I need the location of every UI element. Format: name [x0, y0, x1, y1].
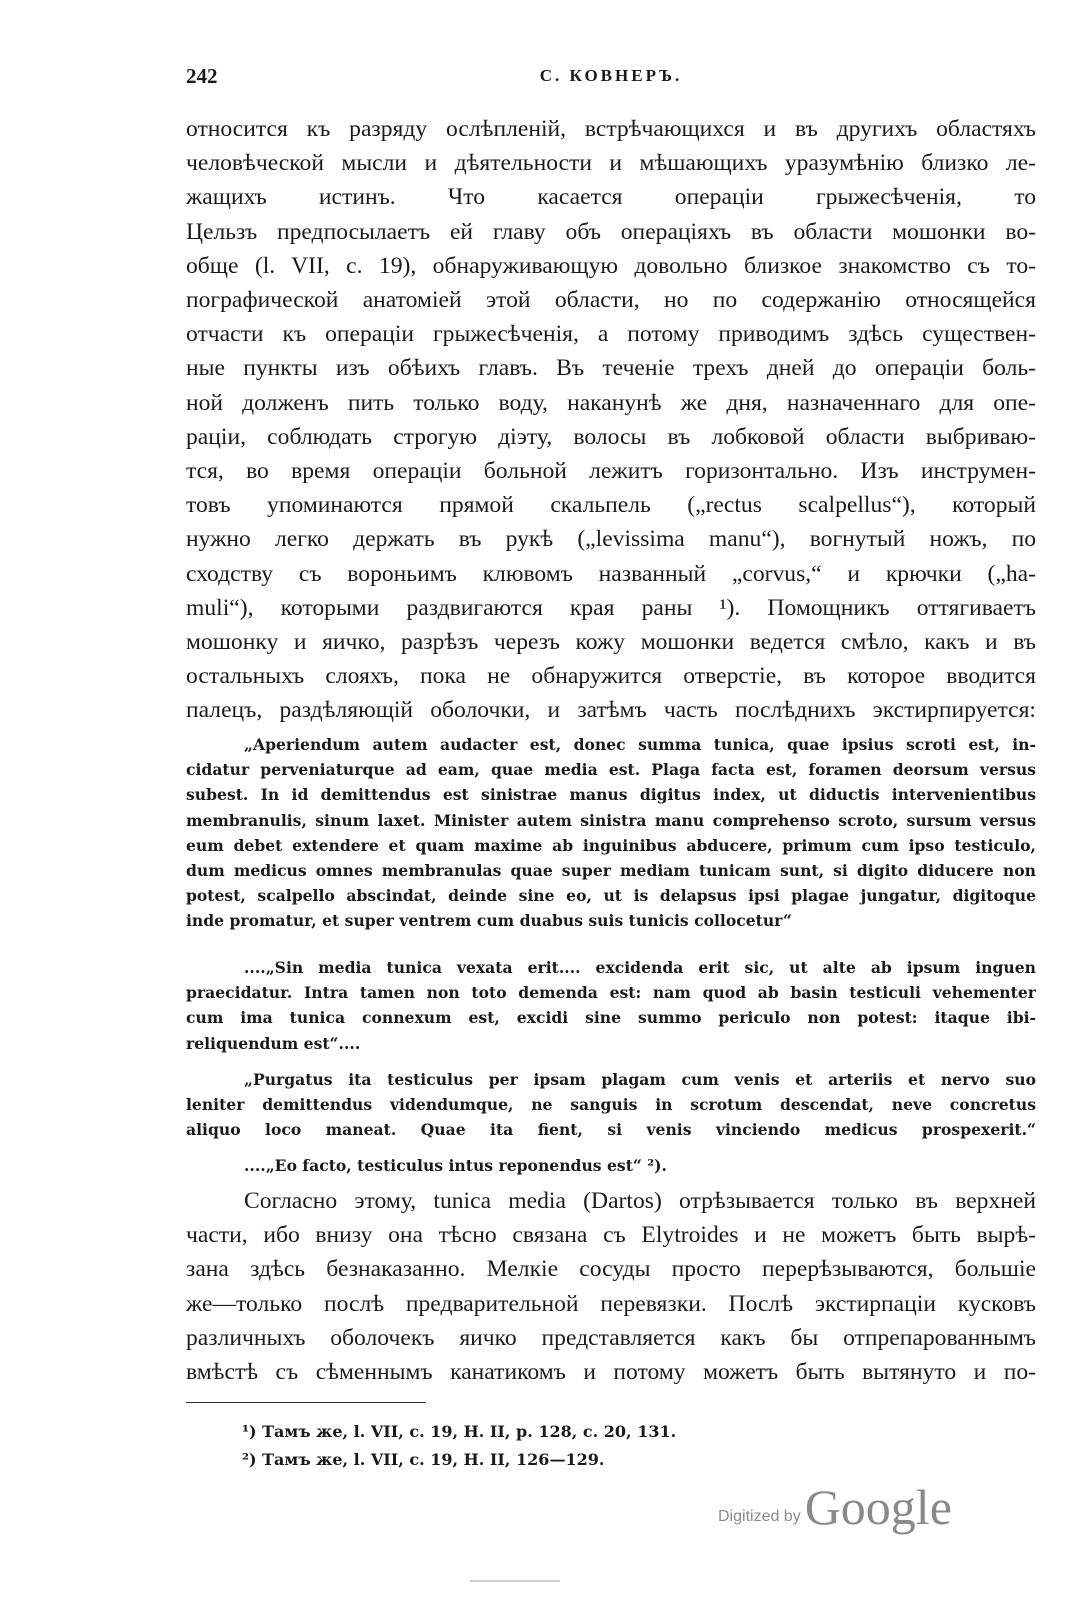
quote-line: dum medicus omnes membranulas quae super mediam tunicam sunt, si digito diducere non: [186, 861, 1036, 881]
quote-line: reliquendum est“....: [186, 1033, 361, 1053]
quote-line: „Purgatus ita testiculus per ipsam plagam cum venis et arteriis et nervo suo: [244, 1070, 1036, 1089]
page-header: [186, 64, 1036, 94]
latin-quote-2: [186, 955, 1036, 1056]
text-line: различныхъ оболочекъ яичко представляется какъ бы отпрепарованнымъ: [186, 1324, 1036, 1351]
scan-artifact: [470, 1580, 560, 1582]
text-line: Согласно этому, tunica media (Dartos) отрѣзывается только въ верхней: [244, 1188, 1036, 1214]
footnote-2: ²) Тамъ же, l. VII, c. 19, H. II, 126—129.: [242, 1450, 605, 1469]
text-line: нужно легко держать въ рукѣ („levissima manu“), вогнутый ножъ, по: [186, 526, 1036, 553]
text-line: остальныхъ слояхъ, пока не обнаружится отверстіе, въ которое вводится: [186, 663, 1036, 690]
text-line: жащихъ истинъ. Что касается операціи грыжесѣченія, то: [186, 184, 1036, 211]
running-head: С. КОВНЕРЪ.: [539, 66, 683, 85]
quote-line: praecidatur. Intra tamen non toto demenda est: nam quod ab basin testiculi vehementer: [186, 983, 1036, 1003]
watermark-prefix: Digitized by: [718, 1508, 801, 1525]
footnote-1: ¹) Тамъ же, l. VII, c. 19, H. II, p. 128, c. 20, 131.: [242, 1422, 677, 1441]
text-line: обще (l. VII, c. 19), обнаруживающую довольно близкое знакомство съ то-: [186, 252, 1036, 279]
quote-line: inde promatur, et super ventrem cum duabus suis tunicis collocetur“: [186, 911, 792, 931]
text-line: части, ибо внизу она тѣсно связана съ Elytroides и не можетъ быть вырѣ-: [186, 1222, 1036, 1249]
text-line: ной долженъ пить только воду, наканунѣ же дня, назначеннаго для опе-: [186, 389, 1036, 416]
text-line: сходству съ вороньимъ клювомъ названный „corvus,“ и крючки („ha-: [186, 560, 1036, 587]
quote-line: cidatur perveniaturque ad eam, quae media est. Plaga facta est, foramen deorsum versus: [186, 760, 1036, 780]
text-line: человѣческой мысли и дѣятельности и мѣшающихъ уразумѣнію близко ле-: [186, 150, 1036, 177]
quote-line: „Aperiendum autem audacter est, donec summa tunica, quae ipsius scroti est, in-: [244, 735, 1036, 754]
watermark-brand-logo: Google: [804, 1479, 952, 1535]
quote-line: cum ima tunica connexum est, excidi sine summo periculo non potest: itaque ibi-: [186, 1008, 1036, 1028]
text-line: же—только послѣ предварительной перевязки. Послѣ экстирпаціи кусковъ: [186, 1290, 1036, 1317]
footnotes: [242, 1418, 676, 1474]
digitized-watermark: [718, 1466, 952, 1536]
text-line: вмѣстѣ съ сѣменнымъ канатикомъ и потому можетъ быть вытянуто и по-: [186, 1359, 1036, 1386]
text-line: палецъ, раздѣляющій оболочки, и затѣмъ часть послѣднихъ экстирпируется:: [186, 697, 1036, 724]
text-line: относится къ разряду ослѣпленій, встрѣчающихся и въ другихъ областяхъ: [186, 116, 1036, 142]
paragraph-2: [186, 1184, 1036, 1389]
text-line: пографической анатоміей этой области, но по содержанію относящейся: [186, 287, 1036, 314]
quote-line: ....„Sin media tunica vexata erit.... excidenda erit sic, ut alte ab ipsum inguen: [244, 958, 1036, 977]
latin-quote-4: [186, 1153, 1036, 1178]
quote-line: ....„Eo facto, testiculus intus reponendus est“ ²).: [244, 1156, 667, 1175]
text-line: товъ упоминаются прямой скальпель („rectus scalpellus“), который: [186, 492, 1036, 519]
text-line: раціи, соблюдать строгую діэту, волосы въ лобковой области выбриваю-: [186, 423, 1036, 450]
text-line: тся, во время операціи больной лежитъ горизонтально. Изъ инструмен-: [186, 458, 1036, 485]
text-line: мошонку и яичко, разрѣзъ черезъ кожу мошонки ведется смѣло, какъ и въ: [186, 629, 1036, 656]
text-line: зана здѣсь безнаказанно. Мелкіе сосуды просто перерѣзываются, большіе: [186, 1256, 1036, 1283]
text-line: muli“), которыми раздвигаются края раны ¹). Помощникъ оттягиваетъ: [186, 594, 1036, 621]
text-line: отчасти къ операціи грыжесѣченія, а потому приводимъ здѣсь существен-: [186, 321, 1036, 348]
quote-line: potest, scalpello abscindat, deinde sine eo, ut is delapsus ipsi plagae jungatur, digitoque: [186, 886, 1036, 906]
quote-line: eum debet extendere et quam maxime ab inguinibus abducere, primum cum ipso testiculo,: [186, 835, 1036, 855]
text-line: Цельзъ предпосылаетъ ей главу объ операціяхъ въ области мошонки во-: [186, 218, 1036, 245]
quote-line: leniter demittendus videndumque, ne sanguis in scrotum descendat, neve concretus: [186, 1095, 1036, 1115]
text-line: ные пункты изъ обѣихъ главъ. Въ теченіе трехъ дней до операціи боль-: [186, 355, 1036, 382]
quote-line: subest. In id demittendus est sinistrae manus digitus index, ut diductis intervenientibus: [186, 785, 1036, 805]
latin-quote-3: [186, 1067, 1036, 1143]
paragraph-1: [186, 112, 1036, 728]
latin-quote-1: [186, 732, 1036, 934]
footnote-divider: [186, 1402, 426, 1403]
quote-line: membranulis, sinum laxet. Minister autem sinistra manu comprehenso scroto, sursum versus: [186, 810, 1036, 830]
page-number: 242: [186, 64, 218, 88]
quote-line: aliquo loco maneat. Quae ita fient, si venis vinciendo medicus prospexerit.“: [186, 1120, 1036, 1140]
